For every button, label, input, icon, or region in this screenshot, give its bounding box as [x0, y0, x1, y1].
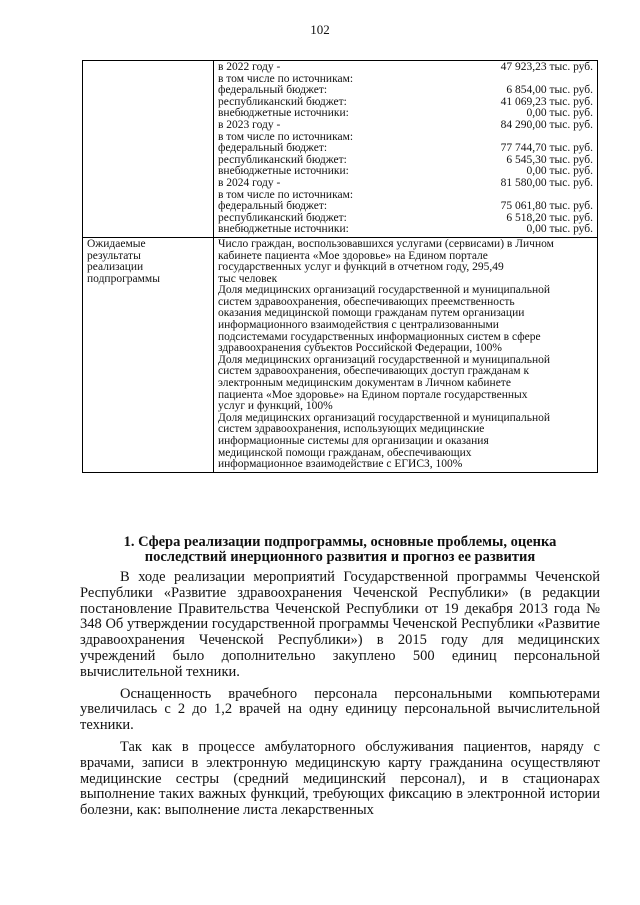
- results-text-line: государственных услуг и функций в отчетном году, 295,49: [218, 261, 504, 274]
- results-row: [83, 237, 598, 472]
- results-text-line: информационное взаимодействие с ЕГИСЗ, 100%: [218, 458, 463, 471]
- funding-line-value: 75 061,80 тыс. руб.: [500, 200, 593, 213]
- funding-line-value: 81 580,00 тыс. руб.: [500, 176, 593, 189]
- funding-line: [218, 120, 593, 132]
- funding-line-label: федеральный бюджет:: [218, 200, 328, 213]
- funding-values-cell: [214, 61, 598, 238]
- section-heading-line: последствий инерционного развития и прогноз ее развития: [144, 549, 536, 565]
- results-text-line: информационные системы для организации и оказания: [218, 435, 489, 447]
- funding-line: [218, 224, 593, 236]
- funding-line-value: 0,00 тыс. руб.: [526, 165, 593, 178]
- funding-line-value: 84 290,00 тыс. руб.: [500, 118, 593, 131]
- funding-line-label: внебюджетные источники:: [218, 165, 349, 178]
- results-text-line: подсистемами государственных информационных систем в сфере: [218, 330, 541, 343]
- results-text-line: систем здравоохранения, обеспечивающих преемственность: [218, 295, 515, 308]
- funding-line: [218, 62, 593, 74]
- funding-line-value: 6 518,20 тыс. руб.: [506, 211, 593, 224]
- funding-line: [218, 143, 593, 155]
- results-text-line: кабинете пациента «Мое здоровье» на Едином портале: [218, 249, 488, 262]
- results-text-cell: [214, 237, 598, 472]
- funding-label-cell: [83, 61, 214, 238]
- section-body: [80, 570, 600, 825]
- funding-line-label: внебюджетные источники:: [218, 223, 349, 236]
- funding-line-label: в том числе по источникам:: [218, 130, 354, 143]
- results-label-line: подпрограммы: [87, 272, 160, 285]
- results-text-line: систем здравоохранения, обеспечивающих доступ гражданам к: [218, 365, 530, 378]
- results-text-line: Доля медицинских организаций государственной и муниципальной: [218, 411, 551, 424]
- funding-line-value: 6 854,00 тыс. руб.: [506, 84, 593, 97]
- results-text-line: Доля медицинских организаций государственной и муниципальной: [218, 284, 551, 297]
- funding-line-value: 0,00 тыс. руб.: [526, 223, 593, 236]
- funding-line-value: 6 545,30 тыс. руб.: [506, 153, 593, 166]
- program-passport-table: [82, 60, 598, 473]
- funding-line: [218, 178, 593, 190]
- results-text-line: здравоохранения субъектов Российской Федерации, 100%: [218, 342, 502, 355]
- funding-line-value: 0,00 тыс. руб.: [526, 107, 593, 120]
- results-text-line: Доля медицинских организаций государственной и муниципальной: [218, 353, 551, 366]
- results-text-line: пациента «Мое здоровье» на Едином портале государственных: [218, 388, 528, 401]
- funding-line-value: 47 923,23 тыс. руб.: [500, 61, 593, 73]
- funding-line-label: в 2022 году -: [218, 61, 281, 73]
- funding-line-label: республиканский бюджет:: [218, 95, 347, 108]
- funding-line-label: республиканский бюджет:: [218, 211, 347, 224]
- results-label-cell: [83, 237, 214, 472]
- results-text-line: информационного взаимодействия с централизованными: [218, 319, 499, 332]
- results-label-line: Ожидаемые: [87, 237, 146, 250]
- funding-row: [83, 61, 598, 238]
- funding-line: [218, 201, 593, 213]
- section-heading-line: 1. Сфера реализации подпрограммы, основные проблемы, оценка: [123, 534, 557, 550]
- results-text-line: Число граждан, воспользовавшихся услугами (сервисами) в Личном: [218, 237, 554, 250]
- funding-line-label: в том числе по источникам:: [218, 72, 354, 85]
- results-label-line: результаты: [87, 249, 141, 262]
- funding-line-label: в 2024 году -: [218, 176, 281, 189]
- results-text-line: электронным медицинским документам в Личном кабинете: [218, 377, 511, 390]
- funding-line-label: федеральный бюджет:: [218, 84, 328, 97]
- results-text-line: тыс человек: [218, 272, 278, 285]
- results-text-line: систем здравоохранения, использующих медицинские: [218, 423, 485, 436]
- body-paragraph: В ходе реализации мероприятий Государственной программы Чеченской Республики «Развитие здравоохранения Чеченской Республики» (в редакции постановление Правительства Чеченской Республики от 19 декабря 2013 года № 348 Об утверждении государственной программы Чеченской Республики «Развитие здравоохранения Чеченской Республики») в 2015 году для медицинских учреждений было дополнительно закуплено 500 единиц персональной вычислительной техники.: [80, 569, 600, 680]
- page-number: 102: [310, 22, 330, 37]
- funding-line-label: внебюджетные источники:: [218, 107, 349, 120]
- funding-line-value: 41 069,23 тыс. руб.: [500, 95, 593, 108]
- results-text-line: услуг и функций, 100%: [218, 400, 333, 413]
- results-text-line: медицинской помощи гражданам, обеспечивающих: [218, 446, 472, 459]
- funding-line-label: федеральный бюджет:: [218, 142, 328, 155]
- body-paragraph: Так как в процессе амбулаторного обслуживания пациентов, наряду с врачами, записи в электронную медицинскую карту гражданина осуществляют медицинские сестры (средний медицинский персонал), и в стационарах выполнение таких важных функций, требующих фиксацию в электронной истории болезни, как: выполнение листа лекарственных: [80, 738, 600, 819]
- results-label-line: реализации: [87, 261, 144, 274]
- body-paragraph: Оснащенность врачебного персонала персональными компьютерами увеличилась с 2 до 1,2 врачей на одну единицу персональной вычислительной техники.: [80, 685, 600, 734]
- funding-line-label: в 2023 году -: [218, 118, 281, 131]
- funding-line-label: в том числе по источникам:: [218, 188, 354, 201]
- results-text-line: оказания медицинской помощи гражданам путем организации: [218, 307, 525, 320]
- section-heading: [80, 535, 600, 565]
- funding-line-value: 77 744,70 тыс. руб.: [500, 142, 593, 155]
- funding-line-label: республиканский бюджет:: [218, 153, 347, 166]
